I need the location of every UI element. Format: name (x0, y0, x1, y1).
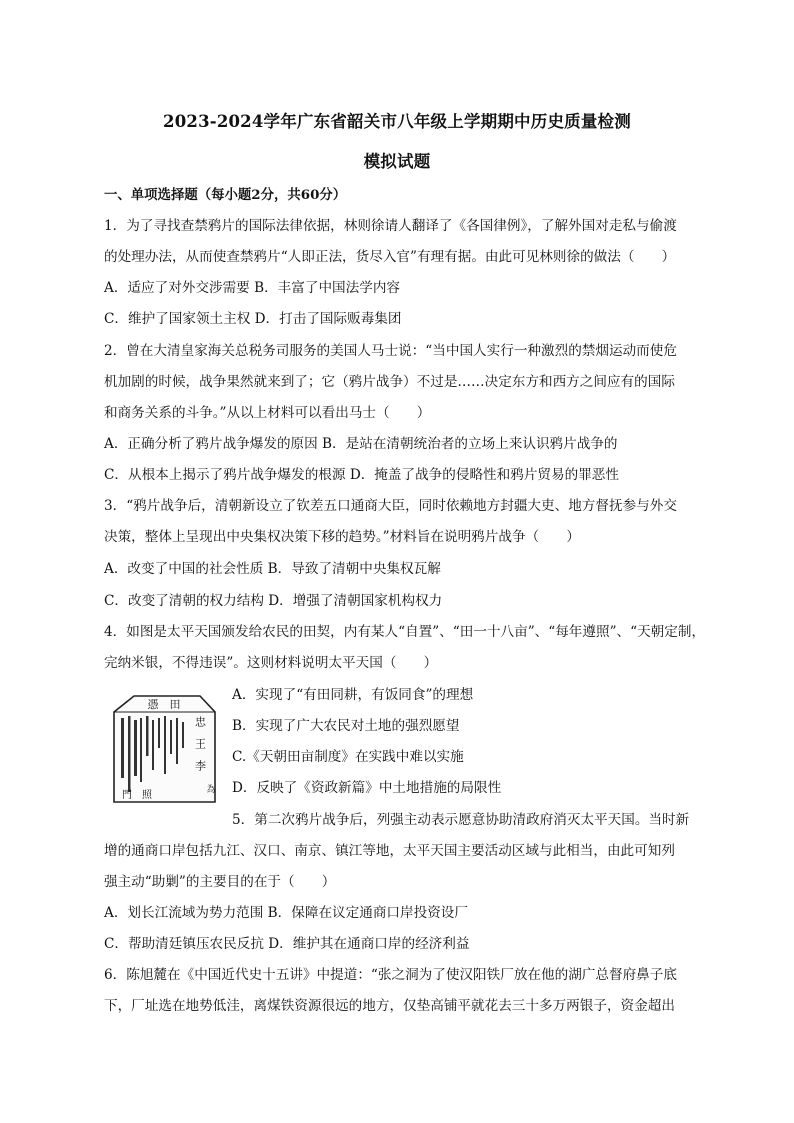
question-option-line: B．实现了广大农民对土地的强烈愿望 (232, 718, 460, 734)
question-stem-line: 5．第二次鸦片战争后，列强主动表示愿意协助清政府消灭太平天国。当时新 (232, 812, 690, 828)
question-stem-line: 4．如图是太平天国颁发给农民的田契，内有某人“自置”、“田一十八亩”、“每年遵照”、“天朝定制， (104, 624, 706, 640)
question-option-line: A．实现了“有田同耕，有饭同食”的理想 (232, 687, 474, 703)
land-deed-image (112, 690, 217, 806)
question-stem-line: 下，厂址选在地势低洼，离煤铁资源很远的地方，仅垫高铺平就花去三十多万两银子，资金超出 (104, 998, 675, 1014)
question-option-line: A．正确分析了鸦片战争爆发的原因 B．是站在清朝统治者的立场上来认识鸦片战争的 (104, 436, 618, 452)
question-option-line: A．改变了中国的社会性质 B．导致了清朝中央集权瓦解 (104, 561, 441, 577)
question-option-line: C．维护了国家领土主权 D．打击了国际贩毒集团 (104, 311, 402, 327)
deed-bottom-text: 門 照 (122, 790, 152, 801)
question-stem-line: 的处理办法，从而使查禁鸦片“人即正法，货尽入官”有理有据。由此可见林则徐的做法（ ） (104, 249, 676, 265)
question-stem-line: 3．“鸦片战争后，清朝新设立了钦差五口通商大臣，同时依赖地方封疆大吏、地方督抚参与外交 (104, 498, 677, 514)
question-stem-line: 增的通商口岸包括九江、汉口、南京、镇江等地，太平天国主要活动区域与此相当，由此可知列 (104, 843, 675, 859)
section-heading: 一、单项选择题（每小题2分，共60分） (104, 187, 347, 203)
deed-right-text: 忠 王 李 (193, 716, 207, 771)
question-option-line: A．适应了对外交涉需要 B．丰富了中国法学内容 (104, 280, 401, 296)
question-stem-line: 6．陈旭麓在《中国近代史十五讲》中提道：“张之洞为了使汉阳铁厂放在他的湖广总督府鼻子底 (104, 967, 677, 983)
question-stem-line: 决策，整体上呈现出中央集权决策下移的趋势。”材料旨在说明鸦片战争（ ） (104, 529, 580, 545)
question-option-line: D．反映了《资政新篇》中土地措施的局限性 (232, 780, 502, 796)
question-option-line: C．帮助清廷镇压农民反抗 D．维护其在通商口岸的经济利益 (104, 936, 470, 952)
question-stem-line: 强主动“助剿”的主要目的在于（ ） (104, 874, 336, 890)
deed-top-text: 憑 田 (147, 698, 181, 711)
question-stem-line: 机加剧的时候，战争果然就来到了；它（鸦片战争）不过是……决定东方和西方之间应有的国际 (104, 374, 675, 390)
question-stem-line: 1．为了寻找查禁鸦片的国际法律依据，林则徐请人翻译了《各国律例》，了解外国对走私与偷渡 (104, 218, 677, 234)
question-stem-line: 完纳米银，不得违误”。这则材料说明太平天国（ ） (104, 655, 438, 671)
question-option-line: A．划长江流域为势力范围 B．保障在议定通商口岸投资设厂 (104, 905, 468, 921)
exam-subtitle: 模拟试题 (363, 152, 431, 171)
deed-far-right-text: 為 (206, 785, 216, 795)
question-option-line: C．从根本上揭示了鸦片战争爆发的根源 D．掩盖了战争的侵略性和鸦片贸易的罪恶性 (104, 467, 619, 483)
question-stem-line: 和商务关系的斗争。”从以上材料可以看出马士（ ） (104, 405, 431, 421)
question-option-line: C.《天朝田亩制度》在实践中难以实施 (232, 749, 464, 765)
exam-title: 2023-2024学年广东省韶关市八年级上学期期中历史质量检测 (163, 112, 631, 131)
question-option-line: C．改变了清朝的权力结构 D．增强了清朝国家机构权力 (104, 593, 443, 609)
question-stem-line: 2．曾在大清皇家海关总税务司服务的美国人马士说：“当中国人实行一种激烈的禁烟运动而使危 (104, 343, 677, 359)
